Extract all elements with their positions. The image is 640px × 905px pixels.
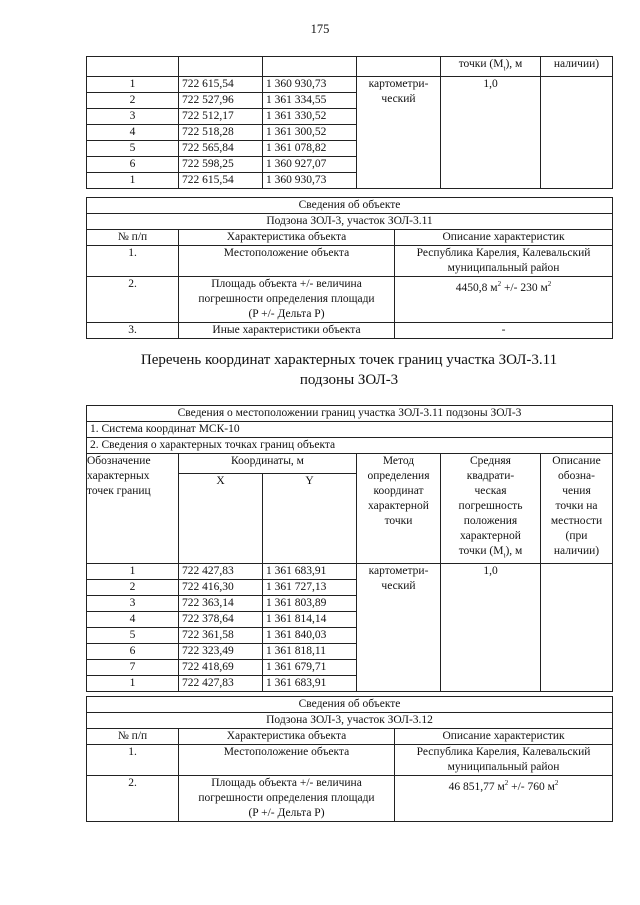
- coord-x: 722 323,49: [179, 644, 263, 660]
- row-char: Площадь объекта +/- величина погрешности определения площади (P +/- Дельта P): [179, 277, 395, 323]
- object-info-table-3-12: [86, 696, 613, 822]
- col-char-header: Характеристика объекта: [179, 729, 395, 745]
- object-info-subtitle: Подзона ЗОЛ-3, участок ЗОЛ-3.11: [87, 214, 613, 230]
- coord-y: 1 361 814,14: [263, 612, 357, 628]
- point-number: 4: [87, 612, 179, 628]
- description-header: Описание обозна- чения точки на местности (при наличии): [541, 454, 613, 564]
- method-cell: картометри- ческий: [357, 77, 441, 189]
- row-num: 2.: [87, 776, 179, 822]
- coordinates-table-3-11: [86, 405, 613, 692]
- object-info-table-3-11: [86, 197, 613, 339]
- row-num: 1.: [87, 246, 179, 277]
- row-num: 2.: [87, 277, 179, 323]
- coord-x: 722 363,14: [179, 596, 263, 612]
- header-description-tail: наличии): [541, 57, 613, 77]
- point-number: 1: [87, 77, 179, 93]
- method-cell: картометри- ческий: [357, 564, 441, 692]
- accuracy-header: Средняя квадрати- ческая погрешность положения характерной точки $(M_t)$, м: [441, 454, 541, 564]
- point-number: 7: [87, 660, 179, 676]
- col-num-header: № п/п: [87, 729, 179, 745]
- point-number: 2: [87, 580, 179, 596]
- point-number: 5: [87, 141, 179, 157]
- col-num-header: № п/п: [87, 230, 179, 246]
- coord-x: 722 512,17: [179, 109, 263, 125]
- description-cell: [541, 77, 613, 189]
- accuracy-cell: 1,0: [441, 564, 541, 692]
- coord-x: 722 615,54: [179, 77, 263, 93]
- row-desc: 46 851,77 $м^2$ +/- 760 $м^2$: [395, 776, 613, 822]
- coord-x: 722 416,30: [179, 580, 263, 596]
- row-char: Местоположение объекта: [179, 745, 395, 776]
- row-char: Площадь объекта +/- величина погрешности определения площади (P +/- Дельта P): [179, 776, 395, 822]
- coordinates-table-continued: [86, 56, 613, 189]
- row-desc: Республика Карелия, Калевальский муниципальный район: [395, 246, 613, 277]
- coord-y: 1 361 683,91: [263, 564, 357, 580]
- x-header: X: [179, 474, 263, 564]
- col-desc-header: Описание характеристик: [395, 230, 613, 246]
- point-number: 3: [87, 596, 179, 612]
- row-char: Местоположение объекта: [179, 246, 395, 277]
- points-section-title: 2. Сведения о характерных точках границ объекта: [87, 438, 613, 454]
- coord-x: 722 427,83: [179, 564, 263, 580]
- coordinate-row: [87, 564, 613, 580]
- point-number: 2: [87, 93, 179, 109]
- row-num: 1.: [87, 745, 179, 776]
- coord-y: 1 361 840,03: [263, 628, 357, 644]
- description-cell: [541, 564, 613, 692]
- row-num: 3.: [87, 323, 179, 339]
- coord-x: 722 418,69: [179, 660, 263, 676]
- coord-x: 722 598,25: [179, 157, 263, 173]
- coordinate-system: 1. Система координат МСК-10: [87, 422, 613, 438]
- point-number: 5: [87, 628, 179, 644]
- point-number: 1: [87, 173, 179, 189]
- designation-header: Обозначение характерных точек границ: [87, 454, 179, 564]
- object-info-subtitle: Подзона ЗОЛ-3, участок ЗОЛ-3.12: [87, 713, 613, 729]
- coord-y: 1 360 930,73: [263, 77, 357, 93]
- coord-y: 1 360 927,07: [263, 157, 357, 173]
- point-number: 3: [87, 109, 179, 125]
- coord-y: 1 361 330,52: [263, 109, 357, 125]
- accuracy-cell: 1,0: [441, 77, 541, 189]
- col-desc-header: Описание характеристик: [395, 729, 613, 745]
- location-table-title: Сведения о местоположении границ участка ЗОЛ-3.11 подзоны ЗОЛ-3: [87, 406, 613, 422]
- coord-y: 1 361 300,52: [263, 125, 357, 141]
- coord-y: 1 361 679,71: [263, 660, 357, 676]
- coord-y: 1 361 803,89: [263, 596, 357, 612]
- row-char: Иные характеристики объекта: [179, 323, 395, 339]
- section-heading: Перечень координат характерных точек границ участка ЗОЛ-3.11 подзоны ЗОЛ-3: [140, 352, 558, 388]
- point-number: 6: [87, 157, 179, 173]
- col-char-header: Характеристика объекта: [179, 230, 395, 246]
- object-info-title: Сведения об объекте: [87, 198, 613, 214]
- coord-x: 722 527,96: [179, 93, 263, 109]
- row-desc: Республика Карелия, Калевальский муниципальный район: [395, 745, 613, 776]
- y-header: Y: [263, 474, 357, 564]
- coord-x: 722 361,58: [179, 628, 263, 644]
- page-number: 175: [310, 22, 330, 36]
- point-number: 6: [87, 644, 179, 660]
- coordinate-row: [87, 77, 613, 93]
- coord-y: 1 361 818,11: [263, 644, 357, 660]
- coord-y: 1 361 078,82: [263, 141, 357, 157]
- row-desc: -: [395, 323, 613, 339]
- row-desc: 4450,8 $м^2$ +/- 230 $м^2$: [395, 277, 613, 323]
- coord-y: 1 361 334,55: [263, 93, 357, 109]
- coord-x: 722 427,83: [179, 676, 263, 692]
- point-number: 1: [87, 564, 179, 580]
- coords-header: Координаты, м: [179, 454, 357, 474]
- coord-x: 722 615,54: [179, 173, 263, 189]
- point-number: 4: [87, 125, 179, 141]
- method-header: Метод определения координат характерной точки: [357, 454, 441, 564]
- header-accuracy-tail: точки $(M_t)$, м: [441, 57, 541, 77]
- coord-y: 1 360 930,73: [263, 173, 357, 189]
- coord-y: 1 361 683,91: [263, 676, 357, 692]
- coord-x: 722 518,28: [179, 125, 263, 141]
- object-info-title: Сведения об объекте: [87, 697, 613, 713]
- point-number: 1: [87, 676, 179, 692]
- coord-x: 722 565,84: [179, 141, 263, 157]
- coord-y: 1 361 727,13: [263, 580, 357, 596]
- coord-x: 722 378,64: [179, 612, 263, 628]
